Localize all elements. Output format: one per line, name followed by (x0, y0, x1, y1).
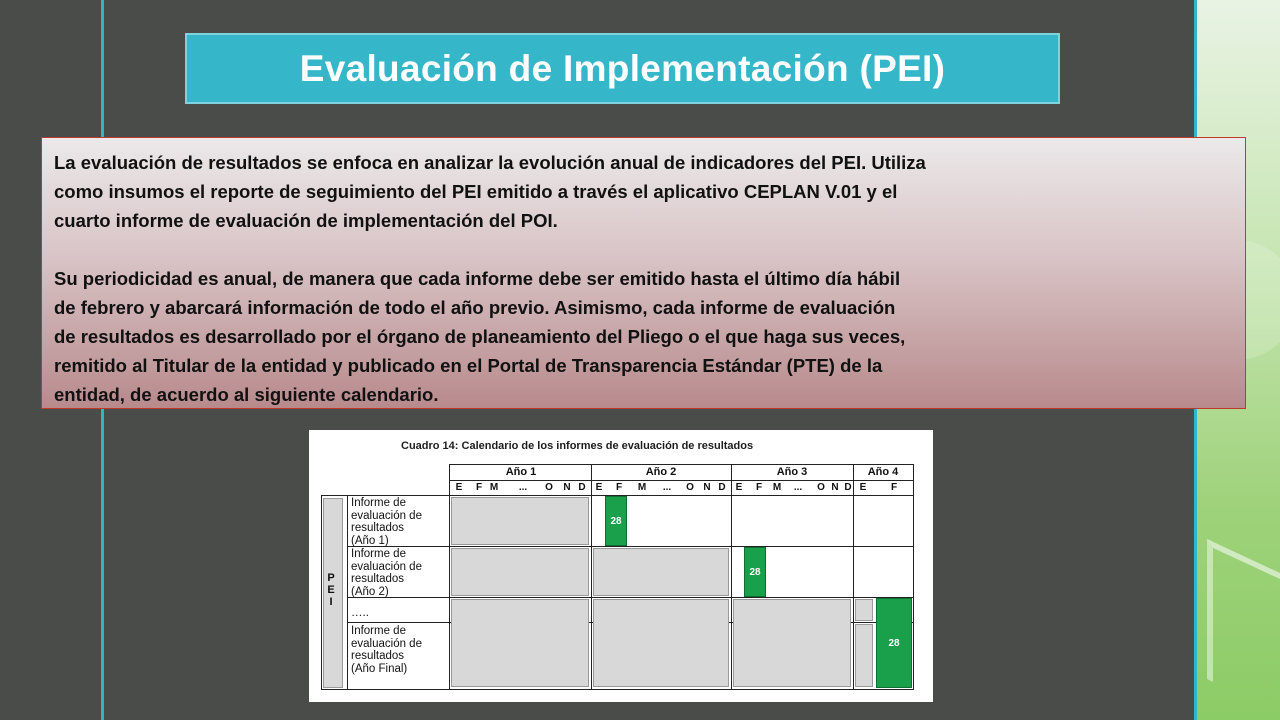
grid-line (449, 464, 450, 690)
grid-line (591, 464, 592, 690)
shaded-cell (593, 548, 729, 596)
shaded-cell (593, 599, 729, 687)
month-label: F (615, 482, 623, 493)
month-label: D (844, 482, 852, 493)
grid-line (321, 689, 914, 690)
grid-line (913, 464, 914, 690)
month-label: O (545, 482, 553, 493)
grid-line (449, 464, 914, 465)
grid-line (731, 464, 732, 690)
month-label: E (455, 482, 463, 493)
month-label: ... (662, 482, 672, 493)
deadline-marker-ano-final: 28 (876, 598, 912, 688)
grid-line (347, 597, 914, 598)
grid-line (347, 495, 348, 690)
year-header-1: Año 1 (505, 466, 537, 478)
month-label: O (817, 482, 825, 493)
body-text-box (41, 137, 1246, 409)
table-title: Cuadro 14: Calendario de los informes de evaluación de resultados (401, 440, 754, 452)
title-banner (185, 33, 1060, 104)
month-label: F (890, 482, 898, 493)
month-label: ... (793, 482, 803, 493)
grid-line (853, 464, 854, 690)
row-label-ano-1: Informe de evaluación de resultados (Año 1) (351, 497, 422, 547)
grid-line (449, 480, 914, 481)
shaded-cell (733, 599, 851, 687)
deadline-marker-ano-2: 28 (744, 547, 766, 597)
deadline-marker-ano-1: 28 (605, 496, 627, 546)
month-label: E (735, 482, 743, 493)
shaded-cell (855, 624, 873, 687)
paragraph-2: Su periodicidad es anual, de manera que cada informe debe ser emitido hasta el último día hábil de febrero y abarcará información de todo el año previo. Asimismo, cada informe de evaluación de resultados es desarrollado por el órgano de planeamiento del Pliego o el que haga sus veces, remitido al Titular de la entidad y publicado en el Portal de Transparencia Estándar (PTE) de la entidad, de acuerdo al siguiente calendario. (54, 268, 906, 405)
month-label: N (563, 482, 571, 493)
shaded-cell (451, 548, 589, 596)
month-label: ... (518, 482, 528, 493)
calendar-table-image (309, 430, 933, 702)
month-label: E (859, 482, 867, 493)
paragraph-1: La evaluación de resultados se enfoca en analizar la evolución anual de indicadores del PEI. Utiliza como insumos el reporte de seguimiento del PEI emitido a través el aplicativo CEPLAN V.01 y el cuarto informe de evaluación de implementación del POI. (54, 152, 926, 231)
year-header-3: Año 3 (776, 466, 808, 478)
shaded-cell (451, 497, 589, 545)
month-label: F (755, 482, 763, 493)
month-label: M (637, 482, 647, 493)
month-label: O (686, 482, 694, 493)
shaded-cell (451, 599, 589, 687)
decorative-chevron (1207, 539, 1280, 720)
row-label-ano-2: Informe de evaluación de resultados (Año 2) (351, 548, 422, 598)
pei-side-label: P E I (327, 572, 335, 608)
month-label: D (578, 482, 586, 493)
grid-line (347, 546, 914, 547)
row-label-ellipsis: ….. (351, 607, 369, 619)
row-label-ano-final: Informe de evaluación de resultados (Año Final) (351, 625, 422, 675)
slide-title: Evaluación de Implementación (PEI) (299, 47, 946, 89)
month-label: M (489, 482, 499, 493)
month-label: N (703, 482, 711, 493)
month-label: E (595, 482, 603, 493)
shaded-cell (855, 599, 873, 621)
grid-line (321, 495, 322, 690)
year-header-4: Año 4 (867, 466, 899, 478)
month-label: N (831, 482, 839, 493)
month-label: M (772, 482, 782, 493)
year-header-2: Año 2 (645, 466, 677, 478)
month-label: F (475, 482, 483, 493)
month-label: D (718, 482, 726, 493)
